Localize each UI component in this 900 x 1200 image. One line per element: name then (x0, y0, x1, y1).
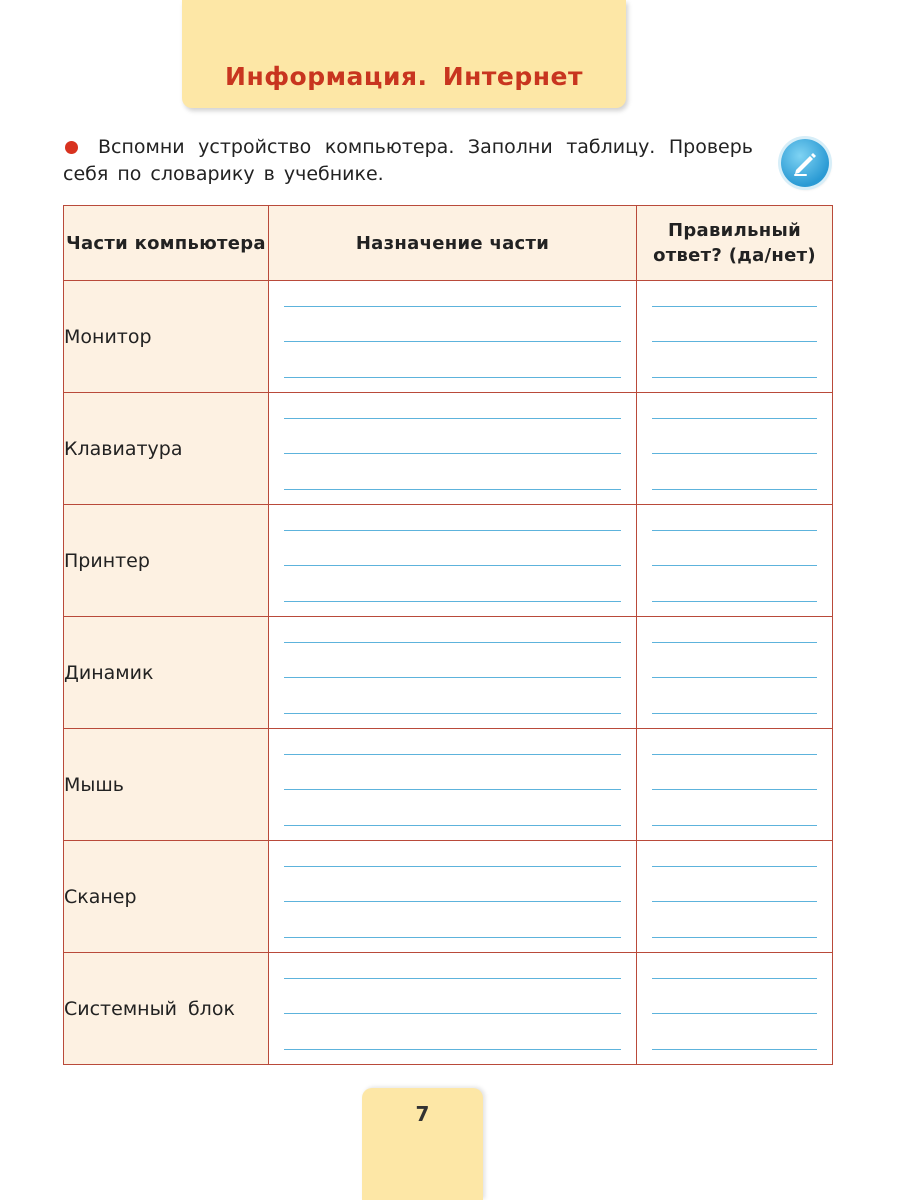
purpose-answer-field[interactable] (269, 841, 637, 953)
purpose-answer-field[interactable] (269, 953, 637, 1065)
table-row (64, 617, 833, 729)
computer-parts-table (63, 205, 833, 1065)
correct-answer-field[interactable] (637, 617, 833, 729)
part-name: Монитор (64, 281, 269, 393)
table-row (64, 953, 833, 1065)
chapter-title: Информация. Интернет (225, 62, 583, 91)
purpose-answer-field[interactable] (269, 281, 637, 393)
correct-answer-field[interactable] (637, 953, 833, 1065)
purpose-answer-field[interactable] (269, 505, 637, 617)
purpose-answer-field[interactable] (269, 729, 637, 841)
purpose-answer-field[interactable] (269, 393, 637, 505)
part-name: Динамик (64, 617, 269, 729)
correct-answer-field[interactable] (637, 505, 833, 617)
task-instruction: Вспомни устройство компьютера. Заполни таблицу. Проверь себя по словарику в учебнике. (63, 136, 753, 185)
table-row (64, 281, 833, 393)
correct-answer-field[interactable] (637, 729, 833, 841)
part-name: Системный блок (64, 953, 269, 1065)
table-row (64, 841, 833, 953)
table-row (64, 505, 833, 617)
table-row (64, 729, 833, 841)
correct-answer-field[interactable] (637, 281, 833, 393)
correct-answer-field[interactable] (637, 393, 833, 505)
header-parts: Части компьютера (64, 206, 269, 281)
correct-answer-field[interactable] (637, 841, 833, 953)
part-name: Мышь (64, 729, 269, 841)
part-name: Клавиатура (64, 393, 269, 505)
header-correct-answer: Правильный ответ? (да/нет) (637, 206, 833, 281)
page-number: 7 (415, 1102, 430, 1126)
chapter-title-tab (182, 0, 626, 108)
pencil-icon (781, 139, 829, 187)
header-purpose: Назначение части (269, 206, 637, 281)
purpose-answer-field[interactable] (269, 617, 637, 729)
table-header-row (64, 206, 833, 281)
part-name: Принтер (64, 505, 269, 617)
table-row (64, 393, 833, 505)
part-name: Сканер (64, 841, 269, 953)
page-number-tab (362, 1088, 483, 1200)
